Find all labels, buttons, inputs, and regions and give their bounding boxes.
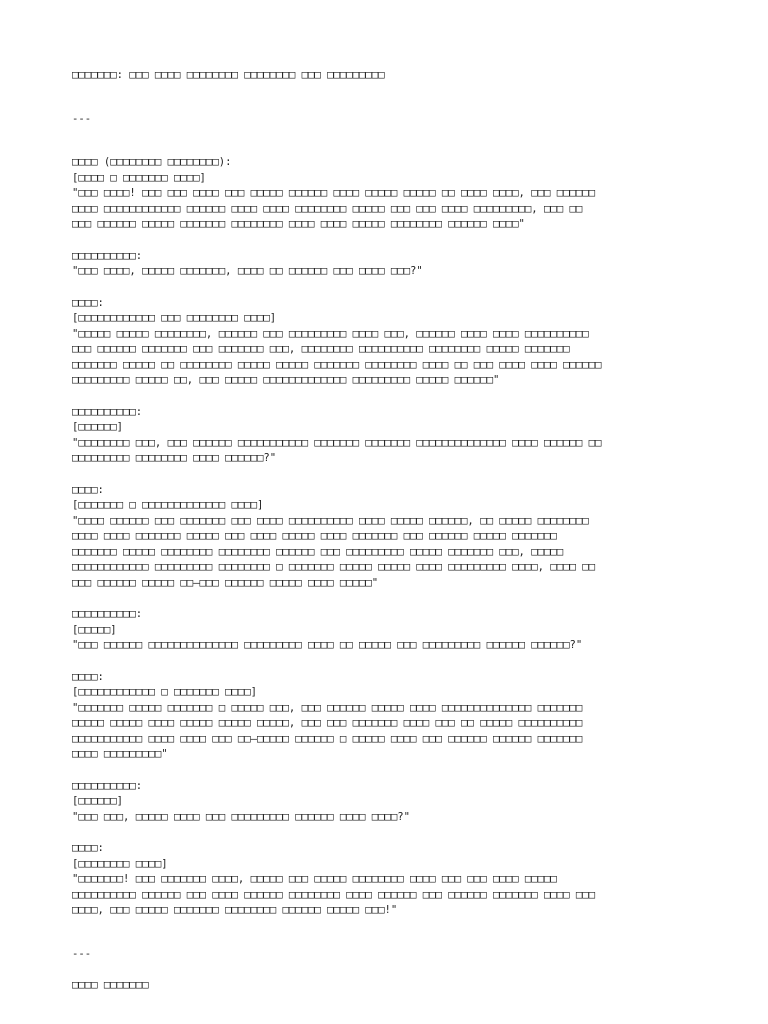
dialogue-entry xyxy=(72,155,728,233)
dialogue-entry xyxy=(72,249,728,280)
speaker-name: □□□□ (□□□□□□□□ □□□□□□□□): xyxy=(72,156,232,168)
dialogue-line: "□□□ □□□□, □□□□□ □□□□□□□, □□□□ □□ □□□□□□ □□□ □□□□ □□□?" xyxy=(72,265,423,277)
stage-direction: [□□□□□□□□ □□□□] xyxy=(72,857,168,870)
dialogue-line: "□□□□□□□□ □□□, □□□ □□□□□□ □□□□□□□□□□□ □□□□□□□ □□□□□□□ □□□□□□□□□□□□□□ □□□□ □□□□□□ □□ xyxy=(72,436,602,449)
dialogue-line: □□□□□□□□□□ □□□□□□ □□□ □□□□ □□□□□□ □□□□□□□□ □□□□ □□□□□□ □□□ □□□□□□ □□□□□□□ □□□□ □□□ xyxy=(72,888,595,901)
dialogue-line: "□□□□ □□□□□□ □□□ □□□□□□□ □□□ □□□□ □□□□□□□□□□ □□□□ □□□□□ □□□□□□, □□ □□□□□ □□□□□□□□ xyxy=(72,514,589,527)
speaker-name: □□□□□□□□□□: xyxy=(72,779,143,792)
dialogue-line: □□□□ □□□□□□□□□□□□ □□□□□□ □□□□ □□□□ □□□□□□□□ □□□□□ □□□ □□□ □□□□ □□□□□□□□□, □□□ □□ xyxy=(72,202,583,215)
dialogue-line: "□□□ □□□□! □□□ □□□ □□□□ □□□ □□□□□ □□□□□□ □□□□ □□□□□ □□□□□ □□ □□□□ □□□□, □□□ □□□□□□ xyxy=(72,187,595,199)
dialogue-line: □□□ □□□□□□ □□□□□ □□□□□□□ □□□□□□□□ □□□□ □□□□ □□□□□ □□□□□□□□ □□□□□□ □□□□" xyxy=(72,218,525,230)
dialogue-line: "□□□□□□□ □□□□□ □□□□□□□ □ □□□□□ □□□, □□□ □□□□□□ □□□□□ □□□□ □□□□□□□□□□□□□□ □□□□□□□ xyxy=(72,701,583,714)
dialogue-entry xyxy=(72,405,728,467)
separator-top: --- xyxy=(72,112,92,125)
dialogue-entry xyxy=(72,483,728,592)
speaker-name: □□□□□□□□□□: xyxy=(72,608,143,620)
separator-bottom: --- xyxy=(72,947,92,960)
stage-direction: [□□□□□□□ □ □□□□□□□□□□□□□ □□□□] xyxy=(72,499,264,511)
dialogue-line: "□□□ □□□, □□□□□ □□□□ □□□ □□□□□□□□□ □□□□□□ □□□□ □□□□?" xyxy=(72,810,411,823)
dialogue-line: □□□□□□□□□ □□□□□□□□ □□□□ □□□□□□?" xyxy=(72,452,277,464)
dialogue-line: □□□□□□□ □□□□□ □□□□□□□□ □□□□□□□□ □□□□□□ □□□ □□□□□□□□□ □□□□□ □□□□□□□ □□□, □□□□□ xyxy=(72,545,564,558)
speaker-name: □□□□: xyxy=(72,483,104,496)
speaker-name: □□□□: xyxy=(72,296,104,309)
dialogue-entry xyxy=(72,670,728,763)
dialogue-entry xyxy=(72,607,728,654)
dialogue-line: "□□□ □□□□□□ □□□□□□□□□□□□□□ □□□□□□□□□ □□□□ □□ □□□□□ □□□ □□□□□□□□□ □□□□□□ □□□□□□?" xyxy=(72,639,583,651)
stage-direction: [□□□□□□□□□□□□ □□□ □□□□□□□□ □□□□] xyxy=(72,312,277,324)
speaker-name: □□□□□□□□□□: xyxy=(72,405,143,418)
dialogue-line: "□□□□□ □□□□□ □□□□□□□□, □□□□□□ □□□ □□□□□□□□□ □□□□ □□□, □□□□□□ □□□□ □□□□ □□□□□□□□□□ xyxy=(72,327,589,340)
stage-direction: [□□□□ □ □□□□□□□ □□□□] xyxy=(72,171,206,184)
document-title: □□□□□□□: □□□ □□□□ □□□□□□□□ □□□□□□□□ □□□ □□□□□□□□□ xyxy=(72,69,385,81)
dialogue-line: □□□□□□□□□ □□□□□ □□, □□□ □□□□□ □□□□□□□□□□□□□ □□□□□□□□□ □□□□□ □□□□□□" xyxy=(72,374,500,386)
dialogue-line: □□□ □□□□□□ □□□□□□□ □□□ □□□□□□□ □□□, □□□□□□□□ □□□□□□□□□□ □□□□□□□□ □□□□□ □□□□□□□ xyxy=(72,343,570,355)
stage-direction: [□□□□□] xyxy=(72,623,117,636)
dialogue-line: □□□□□□□ □□□□□ □□ □□□□□□□□ □□□□□ □□□□□ □□□□□□□ □□□□□□□□ □□□□ □□ □□□ □□□□ □□□□ □□□□□□ xyxy=(72,358,602,371)
stage-direction: [□□□□□□] xyxy=(72,421,124,433)
dialogue xyxy=(72,155,728,919)
dialogue-line: □□□□□□□□□□□ □□□□ □□□□ □□□ □□—□□□□□ □□□□□□ □ □□□□□ □□□□ □□□ □□□□□□ □□□□□□ □□□□□□□ xyxy=(72,732,583,745)
dialogue-line: □□□□ □□□□ □□□□□□□ □□□□□ □□□ □□□□ □□□□□ □□□□ □□□□□□□ □□□ □□□□□□ □□□□□ □□□□□□□ xyxy=(72,530,557,542)
stage-direction: [□□□□□□] xyxy=(72,795,124,807)
dialogue-entry xyxy=(72,296,728,389)
closing-text: □□□□ □□□□□□□ xyxy=(72,979,149,991)
speaker-name: □□□□: xyxy=(72,842,104,854)
dialogue-line: □□□□, □□□ □□□□□ □□□□□□□ □□□□□□□□ □□□□□□ □□□□□ □□□!" xyxy=(72,904,398,916)
dialogue-line: □□□ □□□□□□ □□□□□ □□—□□□ □□□□□□ □□□□□ □□□□ □□□□□" xyxy=(72,576,379,589)
dialogue-entry xyxy=(72,841,728,919)
dialogue-line: "□□□□□□□! □□□ □□□□□□□ □□□□, □□□□□ □□□ □□□□□ □□□□□□□□ □□□□ □□□ □□□ □□□□ □□□□□ xyxy=(72,873,557,885)
dialogue-line: □□□□□□□□□□□□ □□□□□□□□□ □□□□□□□□ □ □□□□□□□ □□□□□ □□□□□ □□□□ □□□□□□□□□ □□□□, □□□□ □□ xyxy=(72,561,595,573)
speaker-name: □□□□: xyxy=(72,670,104,683)
dialogue-entry xyxy=(72,779,728,826)
dialogue-line: □□□□□ □□□□□ □□□□ □□□□□ □□□□□ □□□□□, □□□ □□□ □□□□□□□ □□□□ □□□ □□ □□□□□ □□□□□□□□□□ xyxy=(72,717,583,729)
speaker-name: □□□□□□□□□□: xyxy=(72,249,143,262)
stage-direction: [□□□□□□□□□□□□ □ □□□□□□□ □□□□] xyxy=(72,686,257,698)
dialogue-line: □□□□ □□□□□□□□□" xyxy=(72,748,168,760)
